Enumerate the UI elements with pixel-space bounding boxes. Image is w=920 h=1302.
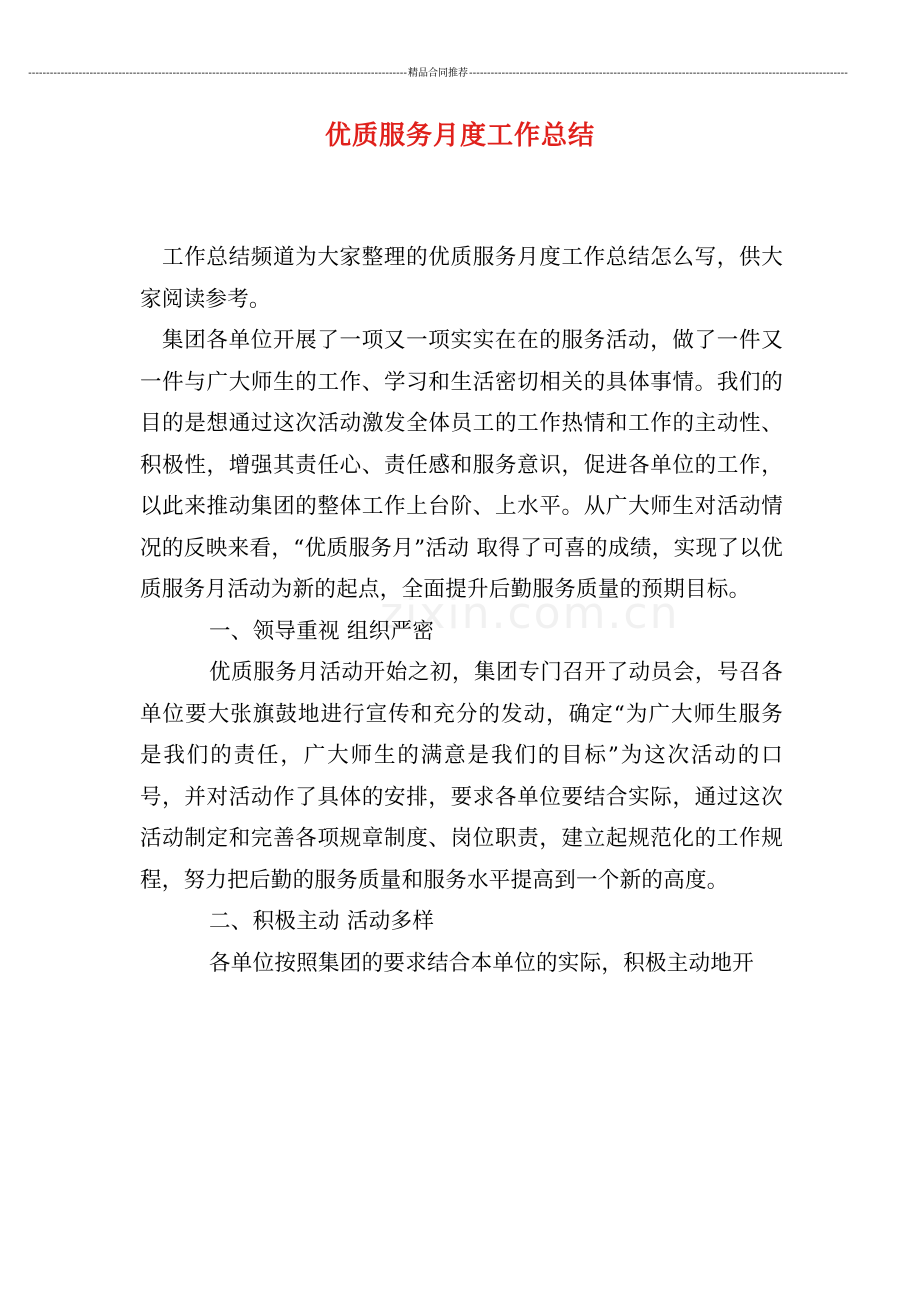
header-divider-right: --------------------------------------------------------------------------------------------------------- [469, 68, 848, 79]
intro-paragraph: 工作总结频道为大家整理的优质服务月度工作总结怎么写，供大家阅读参考。 [140, 245, 783, 312]
body-paragraph-2: 优质服务月活动开始之初，集团专门召开了动员会，号召各单位要大张旗鼓地进行宣传和充分的发动，确定“为广大师生服务是我们的责任，广大师生的满意是我们的目标”为这次活动的口号，并对活动作了具体的安排，要求各单位要结合实际，通过这次活动制定和完善各项规章制度、岗位职责，建立起规范化的工作规程，努力把后勤的服务质量和服务水平提高到一个新的高度。 [140, 660, 783, 893]
header-divider-left: --------------------------------------------------------------------------------------------------------- [28, 68, 407, 79]
header-label: 精品合同推荐 [408, 68, 468, 79]
document-body [140, 237, 783, 984]
section-heading-2: 二、积极主动 活动多样 [209, 909, 435, 934]
body-paragraph-1: 集团各单位开展了一项又一项实实在在的服务活动，做了一件又一件与广大师生的工作、学习和生活密切相关的具体事情。我们的目的是想通过这次活动激发全体员工的工作热情和工作的主动性、积极性，增强其责任心、责任感和服务意识，促进各单位的工作，以此来推动集团的整体工作上台阶、上水平。从广大师生对活动情况的反映来看，“优质服务月”活动 取得了可喜的成绩，实现了以优质服务月活动为新的起点，全面提升后勤服务质量的预期目标。 [140, 328, 783, 602]
body-paragraph-3: 各单位按照集团的要求结合本单位的实际，积极主动地开 [209, 950, 755, 976]
watermark: zixin.com.cn [380, 588, 680, 639]
document-title: 优质服务月度工作总结 [324, 121, 595, 151]
section-heading-1: 一、领导重视 组织严密 [209, 618, 435, 644]
page-header [28, 66, 848, 82]
